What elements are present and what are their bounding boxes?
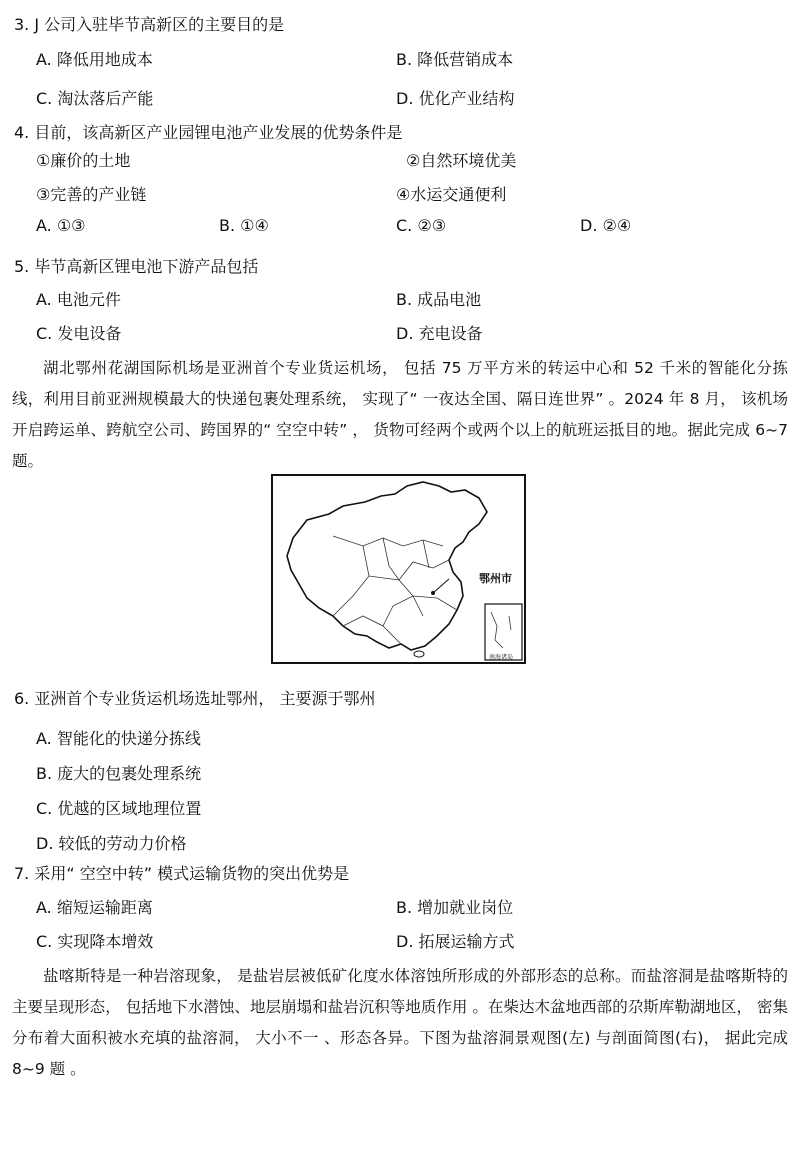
q7-option-c: C. 实现降本增效 xyxy=(36,932,154,951)
q5-option-d: D. 充电设备 xyxy=(396,324,483,343)
passage-salt-karst xyxy=(12,961,788,1085)
q6-option-b: B. 庞大的包裹处理系统 xyxy=(36,764,202,783)
passage-airport-text: 湖北鄂州花湖国际机场是亚洲首个专业货运机场， 包括 75 万平方米的转运中心和 52 千米的智能化分拣线，利用目前亚洲规模最大的快递包裹处理系统， 实现了“ 一夜达全国、隔日连世界” 。2024 年 8 月， 该机场开启跨运单、跨航空公司、跨国界的“ 空空中转” ， 货物可经两个或两个以上的航班运抵目的地。据此完成 6~7 题。 xyxy=(12,359,788,470)
map-inset-label: 南海诸岛 xyxy=(489,654,514,661)
q4-option-c: C. ②③ xyxy=(396,216,447,235)
q6-option-c: C. 优越的区域地理位置 xyxy=(36,799,202,818)
q3-option-d: D. 优化产业结构 xyxy=(396,89,515,108)
q5-option-c: C. 发电设备 xyxy=(36,324,122,343)
q4-option-d: D. ②④ xyxy=(580,216,632,235)
q7-option-a: A. 缩短运输距离 xyxy=(36,898,153,917)
q5-option-b: B. 成品电池 xyxy=(396,290,482,309)
q4-statement-1: ①廉价的土地 xyxy=(36,151,131,170)
q7-option-d: D. 拓展运输方式 xyxy=(396,932,515,951)
q7-stem: 7. 采用“ 空空中转” 模式运输货物的突出优势是 xyxy=(14,864,350,883)
q4-statement-2: ②自然环境优美 xyxy=(406,151,517,170)
q7-option-b: B. 增加就业岗位 xyxy=(396,898,514,917)
china-map-outline xyxy=(273,476,524,662)
q3-option-b: B. 降低营销成本 xyxy=(396,50,514,69)
q3-option-c: C. 淘汰落后产能 xyxy=(36,89,154,108)
passage-salt-karst-text: 盐喀斯特是一种岩溶现象， 是盐岩层被低矿化度水体溶蚀所形成的外部形态的总称。而盐溶洞是盐喀斯特的主要呈现形态， 包括地下水潜蚀、地层崩塌和盐岩沉积等地质作用 。在柴达木盆地西部的尕斯库勒湖地区， 密集分布着大面积被水充填的盐溶洞， 大小不一 、形态各异。下图为盐溶洞景观图(左) 与剖面简图(右)， 据此完成8~9 题 。 xyxy=(12,967,788,1078)
passage-airport xyxy=(12,353,788,477)
q4-option-a: A. ①③ xyxy=(36,216,86,235)
q5-stem: 5. 毕节高新区锂电池下游产品包括 xyxy=(14,257,259,276)
q4-stem: 4. 目前，该高新区产业园锂电池产业发展的优势条件是 xyxy=(14,123,403,142)
q4-statement-4: ④水运交通便利 xyxy=(396,185,507,204)
q3-stem: 3. J 公司入驻毕节高新区的主要目的是 xyxy=(14,15,285,34)
q4-option-b: B. ①④ xyxy=(219,216,269,235)
q6-stem: 6. 亚洲首个专业货运机场选址鄂州， 主要源于鄂州 xyxy=(14,689,376,708)
q6-option-a: A. 智能化的快递分拣线 xyxy=(36,729,201,748)
map-city-label: 鄂州市 xyxy=(479,572,512,585)
q5-option-a: A. 电池元件 xyxy=(36,290,121,309)
q3-option-a: A. 降低用地成本 xyxy=(36,50,153,69)
china-map-figure xyxy=(271,474,526,664)
q4-statement-3: ③完善的产业链 xyxy=(36,185,147,204)
q6-option-d: D. 较低的劳动力价格 xyxy=(36,834,187,853)
